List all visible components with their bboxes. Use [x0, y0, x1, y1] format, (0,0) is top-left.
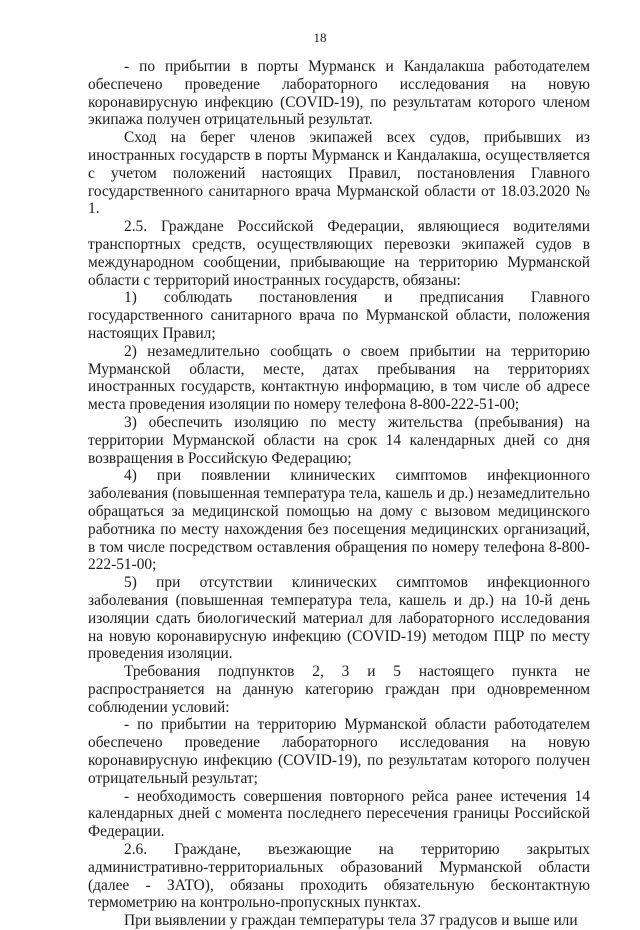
paragraph: 2.5. Граждане Российской Федерации, являющиеся водителями транспортных средств, осуществляющих перевозки экипажей судов в международном сообщении, прибывающие на территорию Мурманской области с территорий иностранных государств, обязаны: [88, 218, 590, 289]
paragraph: 2) незамедлительно сообщать о своем прибытии на территорию Мурманской области, месте, датах пребывания на территориях иностранных государств, контактную информацию, в том числе об адресе места проведения изоляции по номеру телефона 8-800-222-51-00; [88, 342, 590, 414]
paragraph: - по прибытии в порты Мурманск и Кандалакша работодателем обеспечено проведение лабораторного исследования на новую коронавирусную инфекцию (COVID-19), по результатам которого членом экипажа получен отрицательный результат. [88, 58, 590, 129]
paragraph: 1) соблюдать постановления и предписания Главного государственного санитарного врача по Мурманской области, положения настоящих Правил; [88, 289, 590, 342]
paragraph: - необходимость совершения повторного рейса ранее истечения 14 календарных дней с момента последнего пересечения границы Российской Федерации. [88, 787, 590, 841]
paragraph: 5) при отсутствии клинических симптомов инфекционного заболевания (повышенная температура тела, кашель и др.) на 10-й день изоляции сдать биологический материал для лабораторного исследования на новую коронавирусную инфекцию (COVID-19) методом ПЦР по месту проведения изоляции. [88, 574, 590, 663]
paragraph: Требования подпунктов 2, 3 и 5 настоящего пункта не распространяется на данную категорию граждан при одновременном соблюдении условий: [88, 663, 590, 716]
paragraph: - по прибытии на территорию Мурманской области работодателем обеспечено проведение лабораторного исследования на новую коронавирусную инфекцию (COVID-19), по результатам которого получен отрицательный результат; [88, 716, 590, 787]
paragraph: 4) при появлении клинических симптомов инфекционного заболевания (повышенная температура тела, кашель и др.) незамедлительно обращаться за медицинской помощью на дому с вызовом медицинского работника по месту нахождения без посещения медицинских организаций, в том числе посредством оставления обращения по номеру телефона 8-800-222-51-00; [88, 467, 590, 574]
paragraph: При выявлении у граждан температуры тела 37 градусов и выше или [124, 912, 578, 930]
paragraph: 3) обеспечить изоляцию по месту жительства (пребывания) на территории Мурманской области на срок 14 календарных дней со дня возвращения в Российскую Федерацию; [88, 413, 590, 467]
paragraph: 2.6. Граждане, въезжающие на территорию закрытых административно-территориальных образований Мурманской области (далее - ЗАТО), обязаны проходить обязательную бесконтактную термометрию на контрольно-пропускных пунктах. [88, 841, 590, 912]
page-number: 18 [313, 30, 327, 45]
paragraph: Сход на берег членов экипажей всех судов, прибывших из иностранных государств в порты Мурманск и Кандалакша, осуществляется с учетом положений настоящих Правил, постановления Главного государственного санитарного врача Мурманской области от 18.03.2020 № 1. [88, 129, 590, 218]
document-body [88, 58, 590, 930]
